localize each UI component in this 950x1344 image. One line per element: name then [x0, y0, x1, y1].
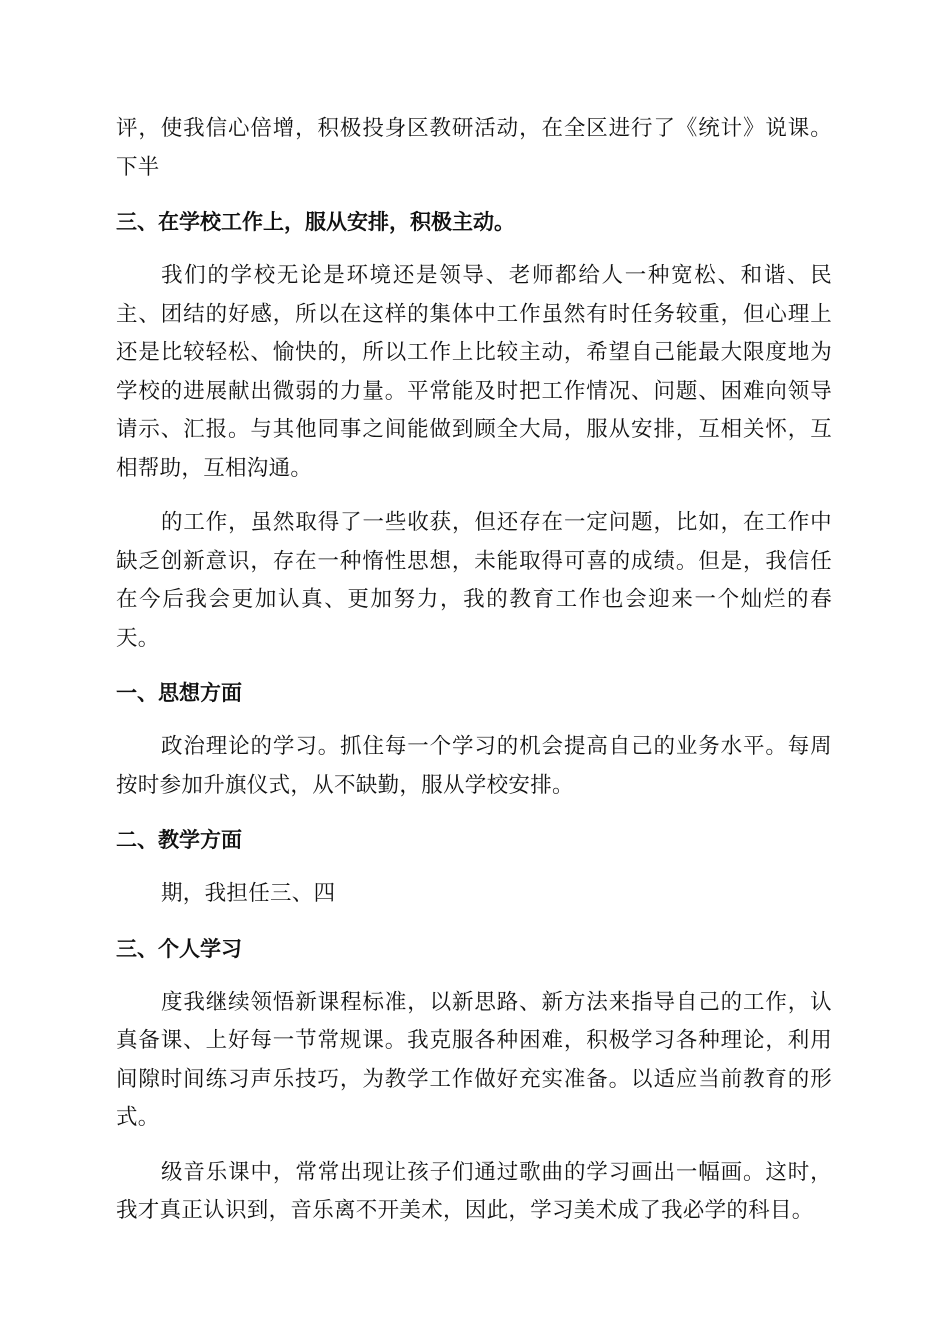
heading-teaching: 二、教学方面 [116, 828, 242, 852]
paragraph-ideology: 政治理论的学习。抓住每一个学习的机会提高自己的业务水平。每周按时参加升旗仪式，从不缺勤，服从学校安排。 [116, 734, 832, 798]
heading-personal-study: 三、个人学习 [116, 936, 242, 961]
paragraph-personal-study: 度我继续领悟新课程标准，以新思路、新方法来指导自己的工作，认真备课、上好每一节常规课。我克服各种困难，积极学习各种理论，利用间隙时间练习声乐技巧，为教学工作做好充实准备。以适应当前教育的形式。 [116, 989, 832, 1130]
heading-ideology: 一、思想方面 [116, 681, 242, 705]
heading-school-work: 三、在学校工作上，服从安排，积极主动。 [116, 210, 515, 234]
paragraph-music-art: 级音乐课中，常常出现让孩子们通过歌曲的学习画出一幅画。这时，我才真正认识到，音乐离不开美术，因此，学习美术成了我必学的科目。 [116, 1159, 832, 1223]
paragraph-intro: 评，使我信心倍增，积极投身区教研活动，在全区进行了《统计》说课。下半 [116, 116, 832, 180]
document-page [116, 110, 832, 1231]
paragraph-summary: 的工作，虽然取得了一些收获，但还存在一定问题，比如，在工作中缺乏创新意识，存在一种惰性思想，未能取得可喜的成绩。但是，我信任在今后我会更加认真、更加努力，我的教育工作也会迎来一个灿烂的春天。 [116, 510, 832, 651]
paragraph-school-environment: 我们的学校无论是环境还是领导、老师都给人一种宽松、和谐、民主、团结的好感，所以在这样的集体中工作虽然有时任务较重，但心理上还是比较轻松、愉快的，所以工作上比较主动，希望自己能最大限度地为学校的进展献出微弱的力量。平常能及时把工作情况、问题、困难向领导请示、汇报。与其他同事之间能做到顾全大局，服从安排，互相关怀，互相帮助，互相沟通。 [116, 263, 832, 481]
paragraph-teaching: 期，我担任三、四 [161, 881, 336, 906]
